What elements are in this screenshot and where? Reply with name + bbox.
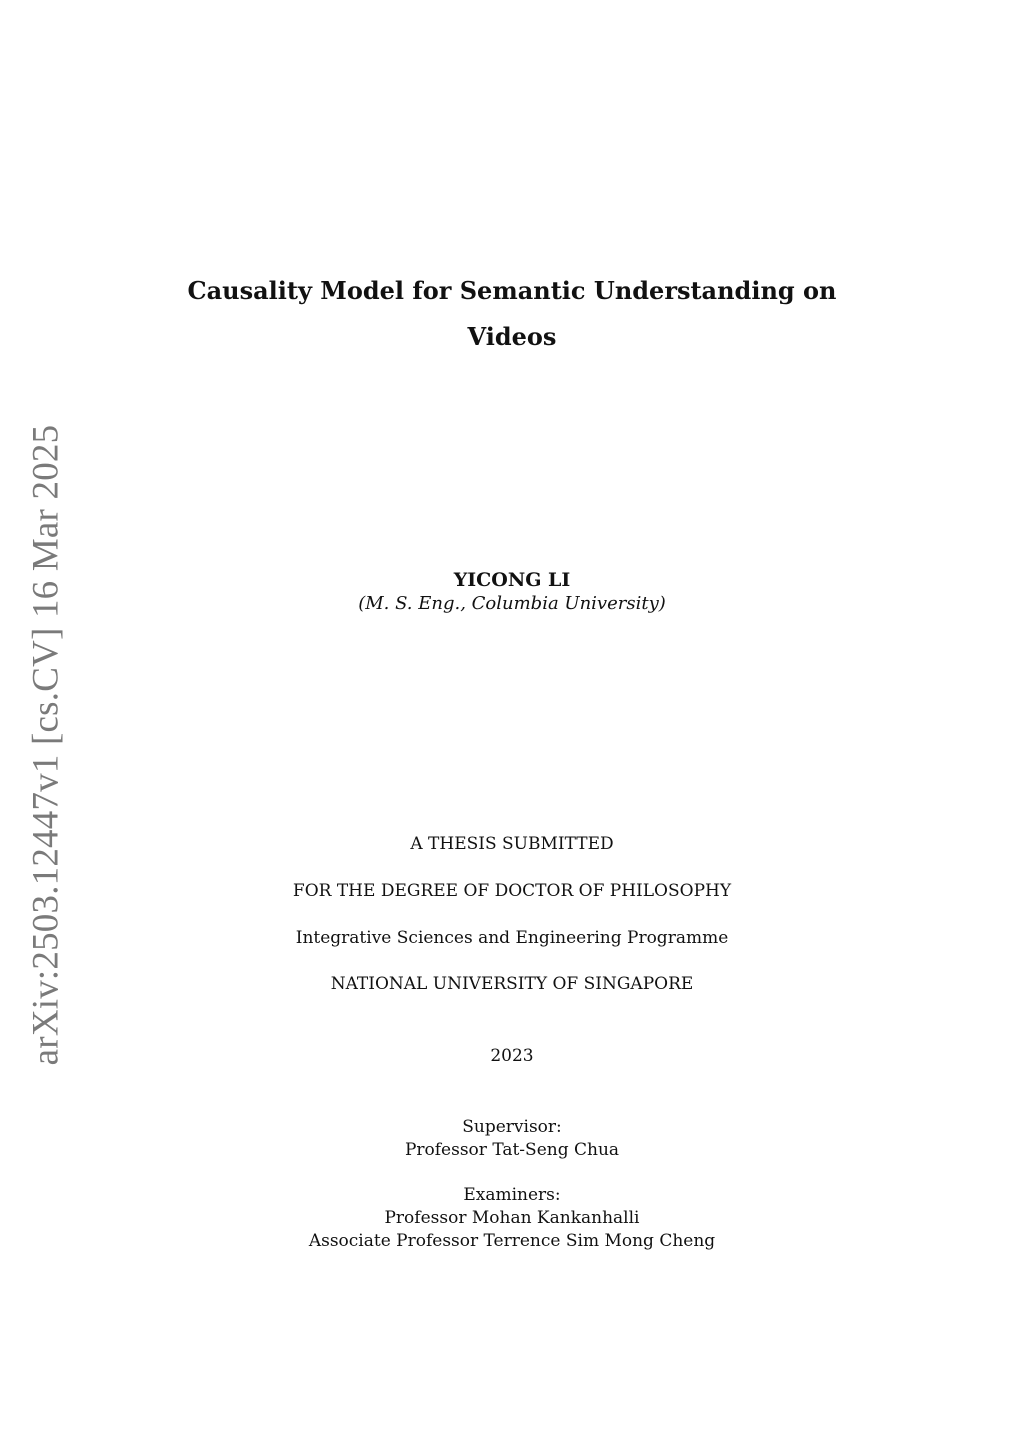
supervisor-name: Professor Tat-Seng Chua [404,1140,620,1160]
examiner-name: Professor Mohan Kankanhalli [384,1208,640,1228]
thesis-title-line-2: Videos [467,322,557,351]
arxiv-stamp: arXiv:2503.12447v1 [cs.CV] 16 Mar 2025 [25,424,67,1066]
examiner-name: Associate Professor Terrence Sim Mong Cheng [308,1231,716,1251]
author-affiliation: (M. S. Eng., Columbia University) [358,593,666,614]
supervisor-label: Supervisor: [462,1117,562,1137]
programme-line: Integrative Sciences and Engineering Programme [295,928,729,948]
author-name: YICONG LI [453,569,571,591]
examiners-label: Examiners: [463,1185,561,1205]
thesis-title-line-1: Causality Model for Semantic Understanding on [187,276,837,305]
year: 2023 [490,1046,534,1066]
university-line: NATIONAL UNIVERSITY OF SINGAPORE [330,974,694,994]
thesis-submitted-line: A THESIS SUBMITTED [410,834,614,854]
degree-line: FOR THE DEGREE OF DOCTOR OF PHILOSOPHY [292,881,732,901]
